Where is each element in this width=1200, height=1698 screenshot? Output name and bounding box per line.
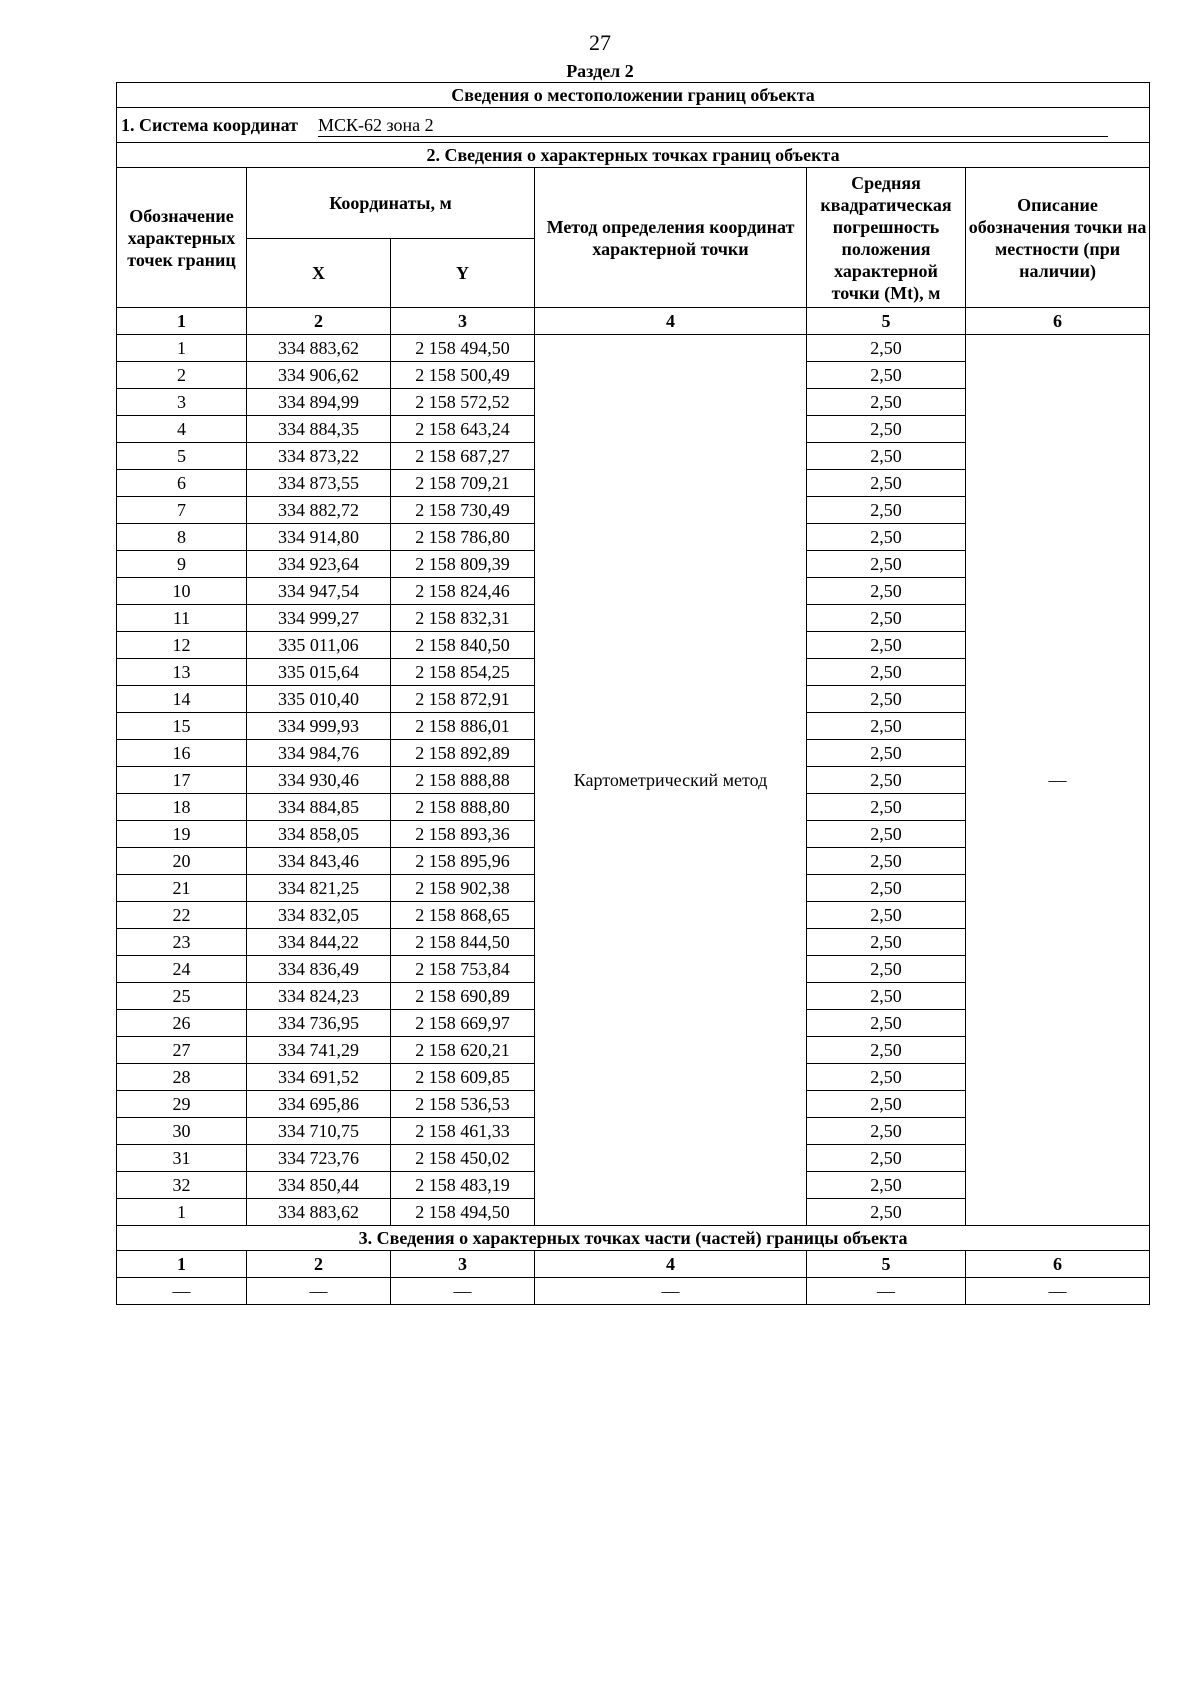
coord-x: 334 691,52: [247, 1064, 391, 1091]
mean-error: 2,50: [807, 1172, 966, 1199]
point-number: 5: [117, 443, 247, 470]
mean-error: 2,50: [807, 740, 966, 767]
coord-y: 2 158 753,84: [391, 956, 535, 983]
mean-error: 2,50: [807, 848, 966, 875]
section-label: Раздел 2: [566, 61, 634, 81]
point-number: 10: [117, 578, 247, 605]
mean-error: 2,50: [807, 632, 966, 659]
point-number: 6: [117, 470, 247, 497]
mean-error: 2,50: [807, 470, 966, 497]
boundary-table: [116, 82, 1150, 1305]
coord-x: 334 984,76: [247, 740, 391, 767]
point-number: 25: [117, 983, 247, 1010]
point-number: 32: [117, 1172, 247, 1199]
coord-x: 334 723,76: [247, 1145, 391, 1172]
coord-x: 334 947,54: [247, 578, 391, 605]
coord-x: 334 884,35: [247, 416, 391, 443]
coord-x: 334 850,44: [247, 1172, 391, 1199]
coord-x: 335 015,64: [247, 659, 391, 686]
coord-x: 334 695,86: [247, 1091, 391, 1118]
point-number: 24: [117, 956, 247, 983]
coord-y: 2 158 868,65: [391, 902, 535, 929]
mean-error: 2,50: [807, 551, 966, 578]
column-number: 3: [391, 308, 535, 335]
header-coords: Координаты, м: [247, 168, 535, 239]
section3-cell: —: [247, 1278, 391, 1305]
mean-error: 2,50: [807, 578, 966, 605]
mean-error: 2,50: [807, 1037, 966, 1064]
point-number: 11: [117, 605, 247, 632]
coord-y: 2 158 461,33: [391, 1118, 535, 1145]
coord-y: 2 158 450,02: [391, 1145, 535, 1172]
header-x: X: [247, 239, 391, 308]
page-number: 27: [589, 30, 611, 55]
point-number: 21: [117, 875, 247, 902]
mean-error: 2,50: [807, 686, 966, 713]
point-number: 1: [117, 335, 247, 362]
coord-y: 2 158 572,52: [391, 389, 535, 416]
point-number: 23: [117, 929, 247, 956]
point-number: 28: [117, 1064, 247, 1091]
mean-error: 2,50: [807, 902, 966, 929]
point-number: 18: [117, 794, 247, 821]
section3-cell: —: [966, 1278, 1150, 1305]
coord-y: 2 158 844,50: [391, 929, 535, 956]
coord-y: 2 158 786,80: [391, 524, 535, 551]
coord-y: 2 158 895,96: [391, 848, 535, 875]
mean-error: 2,50: [807, 389, 966, 416]
mean-error: 2,50: [807, 605, 966, 632]
coord-y: 2 158 840,50: [391, 632, 535, 659]
mean-error: 2,50: [807, 659, 966, 686]
coord-x: 334 858,05: [247, 821, 391, 848]
coord-y: 2 158 494,50: [391, 1199, 535, 1226]
description-cell: —: [966, 335, 1150, 1226]
point-number: 15: [117, 713, 247, 740]
coord-y: 2 158 500,49: [391, 362, 535, 389]
coord-x: 334 710,75: [247, 1118, 391, 1145]
coord-y: 2 158 609,85: [391, 1064, 535, 1091]
point-number: 31: [117, 1145, 247, 1172]
point-number: 20: [117, 848, 247, 875]
section2-title: 2. Сведения о характерных точках границ объекта: [117, 143, 1150, 168]
mean-error: 2,50: [807, 1145, 966, 1172]
coord-y: 2 158 809,39: [391, 551, 535, 578]
coord-y: 2 158 643,24: [391, 416, 535, 443]
section3-column-number: 1: [117, 1251, 247, 1278]
coord-y: 2 158 690,89: [391, 983, 535, 1010]
coord-y: 2 158 824,46: [391, 578, 535, 605]
coord-x: 334 882,72: [247, 497, 391, 524]
section3-column-number: 2: [247, 1251, 391, 1278]
coord-x: 334 741,29: [247, 1037, 391, 1064]
point-number: 16: [117, 740, 247, 767]
coord-y: 2 158 892,89: [391, 740, 535, 767]
point-number: 17: [117, 767, 247, 794]
coord-x: 334 923,64: [247, 551, 391, 578]
section3-title: 3. Сведения о характерных точках части (частей) границы объекта: [117, 1226, 1150, 1251]
section3-cell: —: [807, 1278, 966, 1305]
section3-column-number: 6: [966, 1251, 1150, 1278]
point-number: 14: [117, 686, 247, 713]
mean-error: 2,50: [807, 875, 966, 902]
coord-y: 2 158 902,38: [391, 875, 535, 902]
coord-x: 334 914,80: [247, 524, 391, 551]
coord-x: 334 884,85: [247, 794, 391, 821]
mean-error: 2,50: [807, 443, 966, 470]
column-number: 4: [535, 308, 807, 335]
point-number: 29: [117, 1091, 247, 1118]
coord-x: 334 821,25: [247, 875, 391, 902]
point-number: 4: [117, 416, 247, 443]
point-number: 26: [117, 1010, 247, 1037]
coord-y: 2 158 872,91: [391, 686, 535, 713]
coord-y: 2 158 536,53: [391, 1091, 535, 1118]
section3-row: [117, 1278, 1150, 1305]
coordinate-system-value: МСК-62 зона 2: [318, 114, 1108, 137]
coord-x: 334 836,49: [247, 956, 391, 983]
coord-x: 334 883,62: [247, 1199, 391, 1226]
coord-x: 334 894,99: [247, 389, 391, 416]
point-number: 8: [117, 524, 247, 551]
coord-x: 334 832,05: [247, 902, 391, 929]
coord-x: 334 999,27: [247, 605, 391, 632]
coord-y: 2 158 687,27: [391, 443, 535, 470]
coord-y: 2 158 888,88: [391, 767, 535, 794]
coord-x: 334 873,55: [247, 470, 391, 497]
coordinate-system-label: 1. Система координат: [121, 114, 298, 135]
point-number: 27: [117, 1037, 247, 1064]
coord-y: 2 158 494,50: [391, 335, 535, 362]
mean-error: 2,50: [807, 767, 966, 794]
section3-column-number: 3: [391, 1251, 535, 1278]
section3-cell: —: [535, 1278, 807, 1305]
point-number: 1: [117, 1199, 247, 1226]
coord-x: 335 011,06: [247, 632, 391, 659]
coord-y: 2 158 709,21: [391, 470, 535, 497]
mean-error: 2,50: [807, 794, 966, 821]
coord-x: 334 906,62: [247, 362, 391, 389]
coord-x: 334 736,95: [247, 1010, 391, 1037]
coordinate-system-row: [117, 108, 1150, 143]
mean-error: 2,50: [807, 524, 966, 551]
coord-x: 334 930,46: [247, 767, 391, 794]
section3-cell: —: [117, 1278, 247, 1305]
coord-x: 334 824,23: [247, 983, 391, 1010]
coord-y: 2 158 669,97: [391, 1010, 535, 1037]
header-y: Y: [391, 239, 535, 308]
mean-error: 2,50: [807, 1199, 966, 1226]
header-error: Средняя квадратическая погрешность положения характерной точки (Mt), м: [807, 168, 966, 308]
mean-error: 2,50: [807, 362, 966, 389]
header-description: Описание обозначения точки на местности (при наличии): [966, 168, 1150, 308]
mean-error: 2,50: [807, 497, 966, 524]
column-number: 5: [807, 308, 966, 335]
method-cell: Картометрический метод: [535, 335, 807, 1226]
point-number: 7: [117, 497, 247, 524]
point-number: 13: [117, 659, 247, 686]
mean-error: 2,50: [807, 821, 966, 848]
coord-x: 334 873,22: [247, 443, 391, 470]
column-number: 6: [966, 308, 1150, 335]
coord-y: 2 158 893,36: [391, 821, 535, 848]
coord-x: 334 843,46: [247, 848, 391, 875]
header-method: Метод определения координат характерной точки: [535, 168, 807, 308]
coord-y: 2 158 854,25: [391, 659, 535, 686]
point-number: 3: [117, 389, 247, 416]
mean-error: 2,50: [807, 1064, 966, 1091]
coord-x: 335 010,40: [247, 686, 391, 713]
mean-error: 2,50: [807, 1091, 966, 1118]
point-number: 22: [117, 902, 247, 929]
mean-error: 2,50: [807, 983, 966, 1010]
section3-cell: —: [391, 1278, 535, 1305]
coord-x: 334 844,22: [247, 929, 391, 956]
mean-error: 2,50: [807, 1010, 966, 1037]
coord-y: 2 158 832,31: [391, 605, 535, 632]
table-title: Сведения о местоположении границ объекта: [117, 83, 1150, 108]
mean-error: 2,50: [807, 956, 966, 983]
mean-error: 2,50: [807, 929, 966, 956]
mean-error: 2,50: [807, 416, 966, 443]
coord-y: 2 158 888,80: [391, 794, 535, 821]
mean-error: 2,50: [807, 1118, 966, 1145]
coord-y: 2 158 730,49: [391, 497, 535, 524]
header-point: Обозначение характерных точек границ: [117, 168, 247, 308]
section3-column-number: 5: [807, 1251, 966, 1278]
section3-column-number: 4: [535, 1251, 807, 1278]
coord-y: 2 158 886,01: [391, 713, 535, 740]
point-number: 2: [117, 362, 247, 389]
coord-y: 2 158 620,21: [391, 1037, 535, 1064]
point-number: 19: [117, 821, 247, 848]
column-number: 2: [247, 308, 391, 335]
mean-error: 2,50: [807, 713, 966, 740]
point-number: 30: [117, 1118, 247, 1145]
coord-y: 2 158 483,19: [391, 1172, 535, 1199]
point-number: 12: [117, 632, 247, 659]
table-row: [117, 335, 1150, 362]
column-number: 1: [117, 308, 247, 335]
mean-error: 2,50: [807, 335, 966, 362]
coord-x: 334 999,93: [247, 713, 391, 740]
coord-x: 334 883,62: [247, 335, 391, 362]
point-number: 9: [117, 551, 247, 578]
